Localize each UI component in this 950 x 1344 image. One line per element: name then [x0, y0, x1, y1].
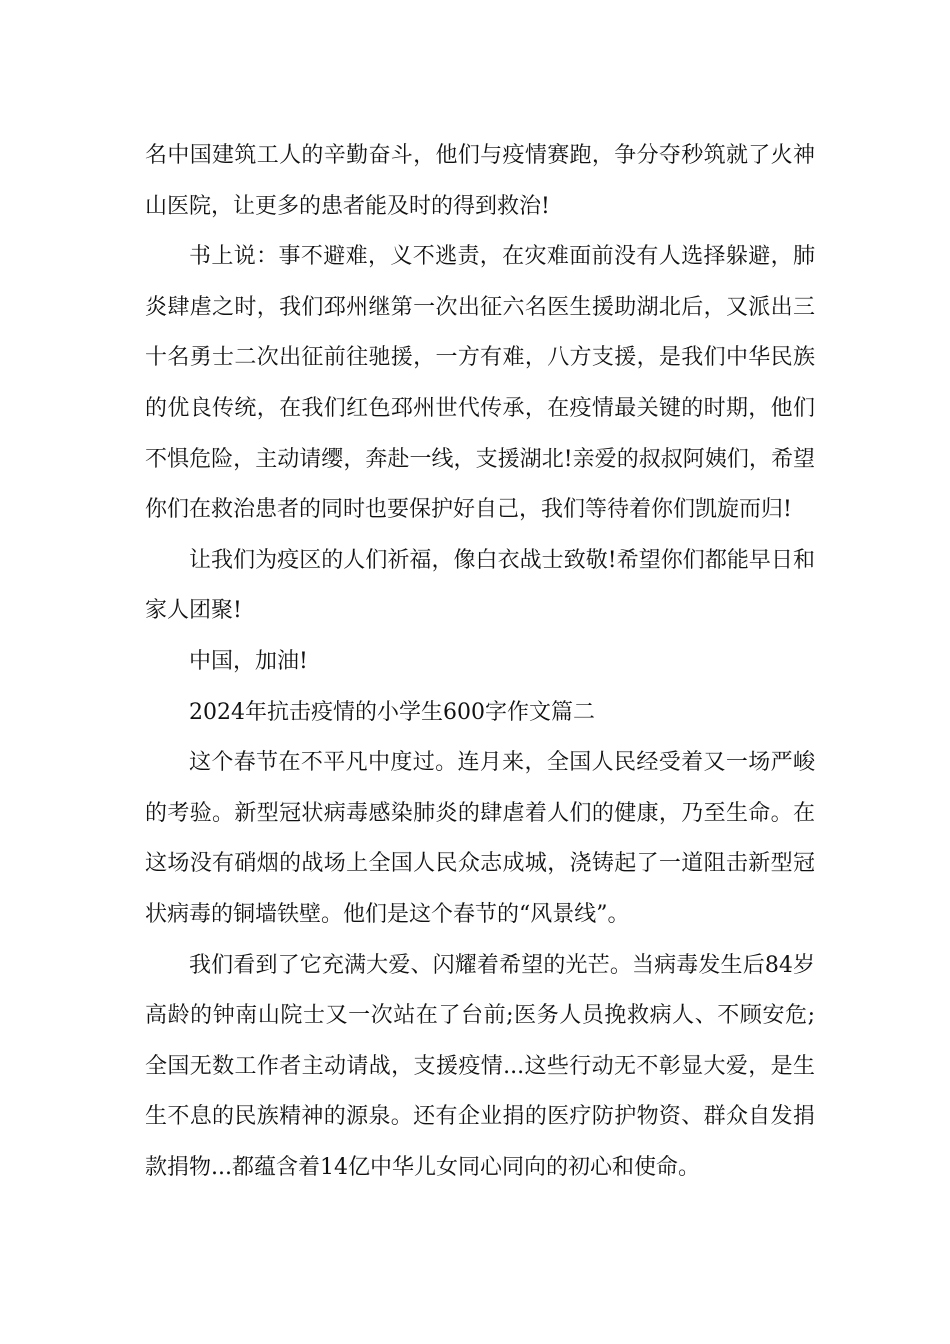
paragraph-5: 这个春节在不平凡中度过。连月来，全国人民经受着又一场严峻的考验。新型冠状病毒感染肺炎的肆虐着人们的健康，乃至生命。在这场没有硝烟的战场上全国人民众志成城，浇铸起了一道阻击新型冠状病毒的铜墙铁壁。他们是这个春节的“风景线”。 [145, 750, 815, 927]
paragraph-6: 我们看到了它充满大爱、闪耀着希望的光芒。当病毒发生后84岁高龄的钟南山院士又一次站在了台前;医务人员挽救病人、不顾安危;全国无数工作者主动请战，支援疫情...这些行动无不彰显大爱，是生生不息的民族精神的源泉。还有企业捐的医疗防护物资、群众自发捐款捐物...都蕴含着14亿中华儿女同心同向的初心和使命。 [145, 952, 815, 1180]
section-heading: 2024年抗击疫情的小学生600字作文篇二 [189, 699, 595, 725]
paragraph-1: 名中国建筑工人的辛勤奋斗，他们与疫情赛跑，争分夺秒筑就了火神山医院，让更多的患者能及时的得到救治! [145, 143, 815, 219]
document-body [145, 131, 815, 1193]
paragraph-3: 让我们为疫区的人们祈福，像白衣战士致敬!希望你们都能早日和家人团聚! [145, 547, 815, 624]
paragraph-2: 书上说：事不避难，义不逃责，在灾难面前没有人选择躲避，肺炎肆虐之时，我们邳州继第一次出征六名医生援助湖北后，又派出三十名勇士二次出征前往驰援，一方有难，八方支援，是我们中华民族的优良传统，在我们红色邳州世代传承，在疫情最关键的时期，他们不惧危险，主动请缨，奔赴一线，支援湖北!亲爱的叔叔阿姨们，希望你们在救治患者的同时也要保护好自己，我们等待着你们凯旋而归! [145, 244, 815, 523]
paragraph-4: 中国，加油! [189, 648, 308, 674]
